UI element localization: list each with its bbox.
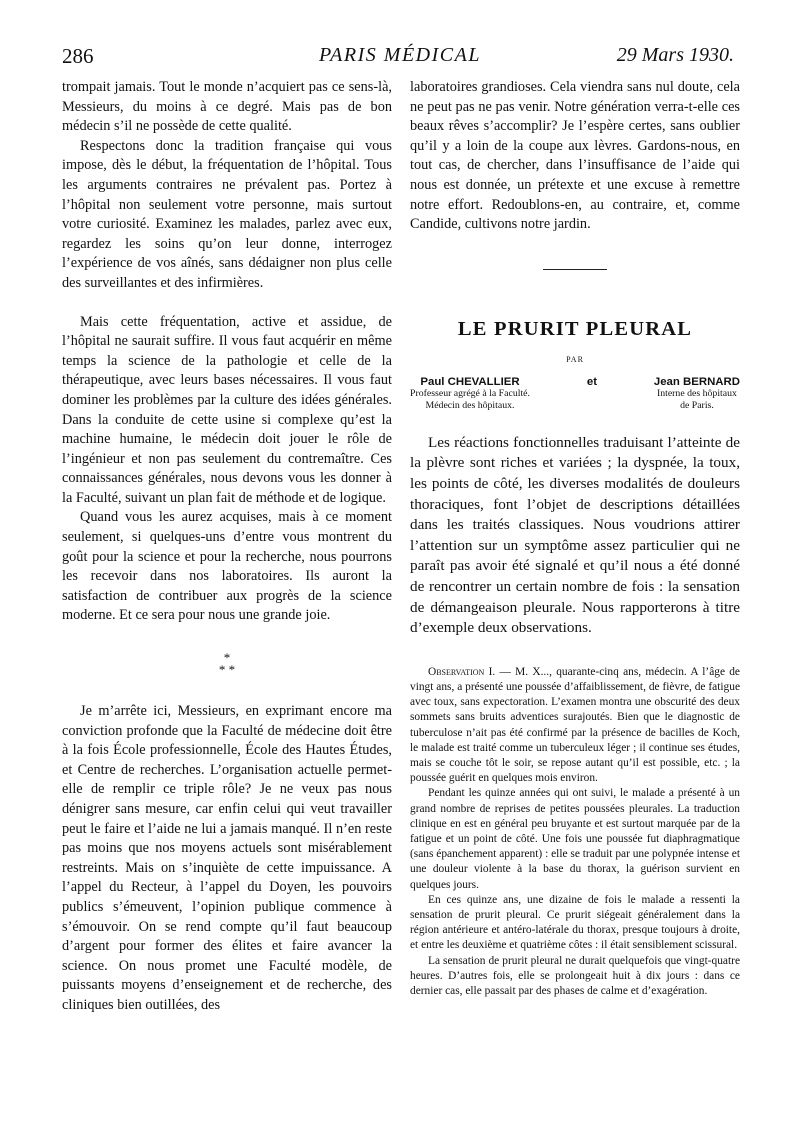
article-title: LE PRURIT PLEURAL	[457, 317, 693, 340]
observation-paragraph	[410, 665, 740, 787]
asterisk-bottom: * *	[218, 662, 236, 678]
journal-title: PARIS MÉDICAL	[319, 44, 481, 66]
author-role: Interne des hôpitaux	[656, 387, 737, 399]
author-role: Médecin des hôpitaux.	[425, 399, 515, 411]
byline-par: PAR	[566, 354, 584, 364]
paragraph: En ces quinze ans, une dizaine de fois le malade a ressenti la sensation de prurit pleural. Ce prurit siégeait généralement dans la région antérieure et antéro-latérale du thorax, presque toujours à droite, et entre les deuxième et quatrième côtes : il était sensiblement scissural.	[410, 893, 740, 952]
section-break-asterisks	[62, 652, 392, 676]
paragraph: laboratoires grandioses. Cela viendra sans nul doute, cela ne peut pas ne pas venir. Notre génération verra-t-elle ces beaux rêves s’accomplir? Je l’espère certes, sans oublier qu’il y a loin de la coupe aux lèvres. Gardons-nous, en tout cas, de chercher, dans l’insuffisance de l’aide qui nous est donnée, un prétexte et une excuse à remettre notre effort. Redoublons-en, au contraire, et, comme Candide, cultivons notre jardin.	[410, 79, 740, 233]
paragraph: La sensation de prurit pleural ne durait quelquefois que vingt-quatre heures. D’autres fois, elle se prolongeait huit à dix jours : dans ce dernier cas, elle passait par des phases de calme et d’exagération.	[410, 954, 740, 997]
paragraph: Respectons donc la tradition française qui vous impose, dès le début, la fréquentation de l’hôpital. Tous les arguments contraires ne prévalent pas. Portez à l’hôpital non seulement votre personne, mais surtout votre curiosité. Examinez les malades, parlez avec eux, regardez les soins qu’on leur donne, interrogez l’expérience de vos aînés, sans dédaigner non plus celle des surveillantes et des infirmières.	[62, 137, 392, 291]
observation-heading: Observation I.	[428, 665, 496, 678]
article-intro: Les réactions fonctionnelles traduisant l’atteinte de la plèvre sont riches et variées ; la dyspnée, la toux, les points de côté, les diverses modalités de douleurs thoraciques, font l’objet de descriptions détaillées dans les traités classiques. Nous voudrions attirer l’attention sur un symptôme assez particulier qui ne paraît pas avoir été signalé et qu’il nous a été donné de rencontrer un certain nombre de fois : la sensation de démangeaison pleurale. Nous rapporterons à titre d’exemple deux observations.	[410, 433, 740, 637]
author-role: de Paris.	[680, 399, 714, 411]
observation-text: — M. X..., quarante-cinq ans, médecin. A l’âge de vingt ans, a présenté une poussée d’affaiblissement, de fièvre, de fatigue avec toux, sans expectoration. L’examen montra une obscurité des deux sommets sans bruits adventices surajoutés. Bien que le diagnostic de tuberculose n’ait pas été confirmé par la présence de bacilles de Koch, le malade est traité comme un tuberculeux léger ; il continue ses études, mais se couche tôt le soir, se repose autant qu’il est possible, etc. ; la poussée guérit en quelques mois environ.	[410, 665, 740, 785]
author-conjunction: et	[586, 375, 597, 388]
section-divider	[543, 269, 607, 270]
author-name: Paul CHEVALLIER	[420, 375, 520, 388]
author-role: Professeur agrégé à la Faculté.	[410, 387, 530, 399]
right-column	[410, 78, 740, 999]
issue-date: 29 Mars 1930.	[616, 44, 734, 66]
left-column	[62, 78, 392, 1016]
observation-block	[410, 665, 740, 999]
page-number: 286	[62, 44, 94, 68]
author-name: Jean BERNARD	[653, 375, 740, 388]
paragraph: trompait jamais. Tout le monde n’acquiert pas ce sens-là, Messieurs, du moins à ce degré. Mais pas de bon médecin s’il ne possède de cette qualité.	[62, 79, 392, 135]
asterisk-top: *	[223, 650, 231, 666]
paragraph: Je m’arrête ici, Messieurs, en exprimant encore ma conviction profonde que la Faculté de médecine doit être à la fois École professionnelle, École des Hautes Études, et Centre de recherches. L’organisation actuelle permet-elle de remplir ce triple rôle? Je ne veux pas nous dénigrer sans mesure, car enfin celui qui veut travailler peut le faire et l’aide ne lui a jamais manqué. Il n’en reste pas moins que nos moyens actuels sont misérablement restreints. Mais on s’inquiète de cette impuissance. A l’appel du Recteur, à l’appel du Doyen, les pouvoirs publics s’émeuvent, l’opinion publique commence à s’émouvoir. On se rend compte qu’il faut beaucoup d’argent pour former des élites et faire avancer la science. On nous promet une Faculté modèle, de puissants moyens d’enseignement et de recherche, des cliniques bien outillées, des	[62, 703, 392, 1013]
authors-block	[410, 376, 740, 412]
paragraph: Quand vous les aurez acquises, mais à ce moment seulement, si quelques-uns d’entre vous montrent du goût pour la science et pour la recherche, nous pourrons les recevoir dans nos laboratoires. Ils auront la satisfaction de contribuer aux progrès de la science moderne. Et ce sera pour nous une grande joie.	[62, 509, 392, 624]
paragraph: Mais cette fréquentation, active et assidue, de l’hôpital ne saurait suffire. Il vous faut acquérir en même temps la science de la pathologie et celle de la thérapeutique, avec leurs bases nécessaires. Il vous faut dominer les problèmes par la culture des idées générales. Dans la conduite de cette usine si complexe qu’est la machine humaine, le médecin doit jouer le rôle de l’ingénieur et non pas seulement du contremaître. Ces connaissances générales, nous devons vous les donner à la Faculté, suivant un plan fait de méthode et de logique.	[62, 313, 392, 506]
paragraph: Pendant les quinze années qui ont suivi, le malade a présenté à un grand nombre de reprises de petites poussées pleurales. La traduction clinique en est en général peu bruyante et est surtout marquée par de la fatigue et un point de côté. Une fois une poussée fut diaphragmatique (sans épanchement apparent) : elle se traduit par une polypnée intense et une douleur violente à la base du thorax, la guérison survient en quelques jours.	[410, 787, 740, 891]
author-2	[654, 376, 740, 412]
author-1	[410, 376, 530, 412]
